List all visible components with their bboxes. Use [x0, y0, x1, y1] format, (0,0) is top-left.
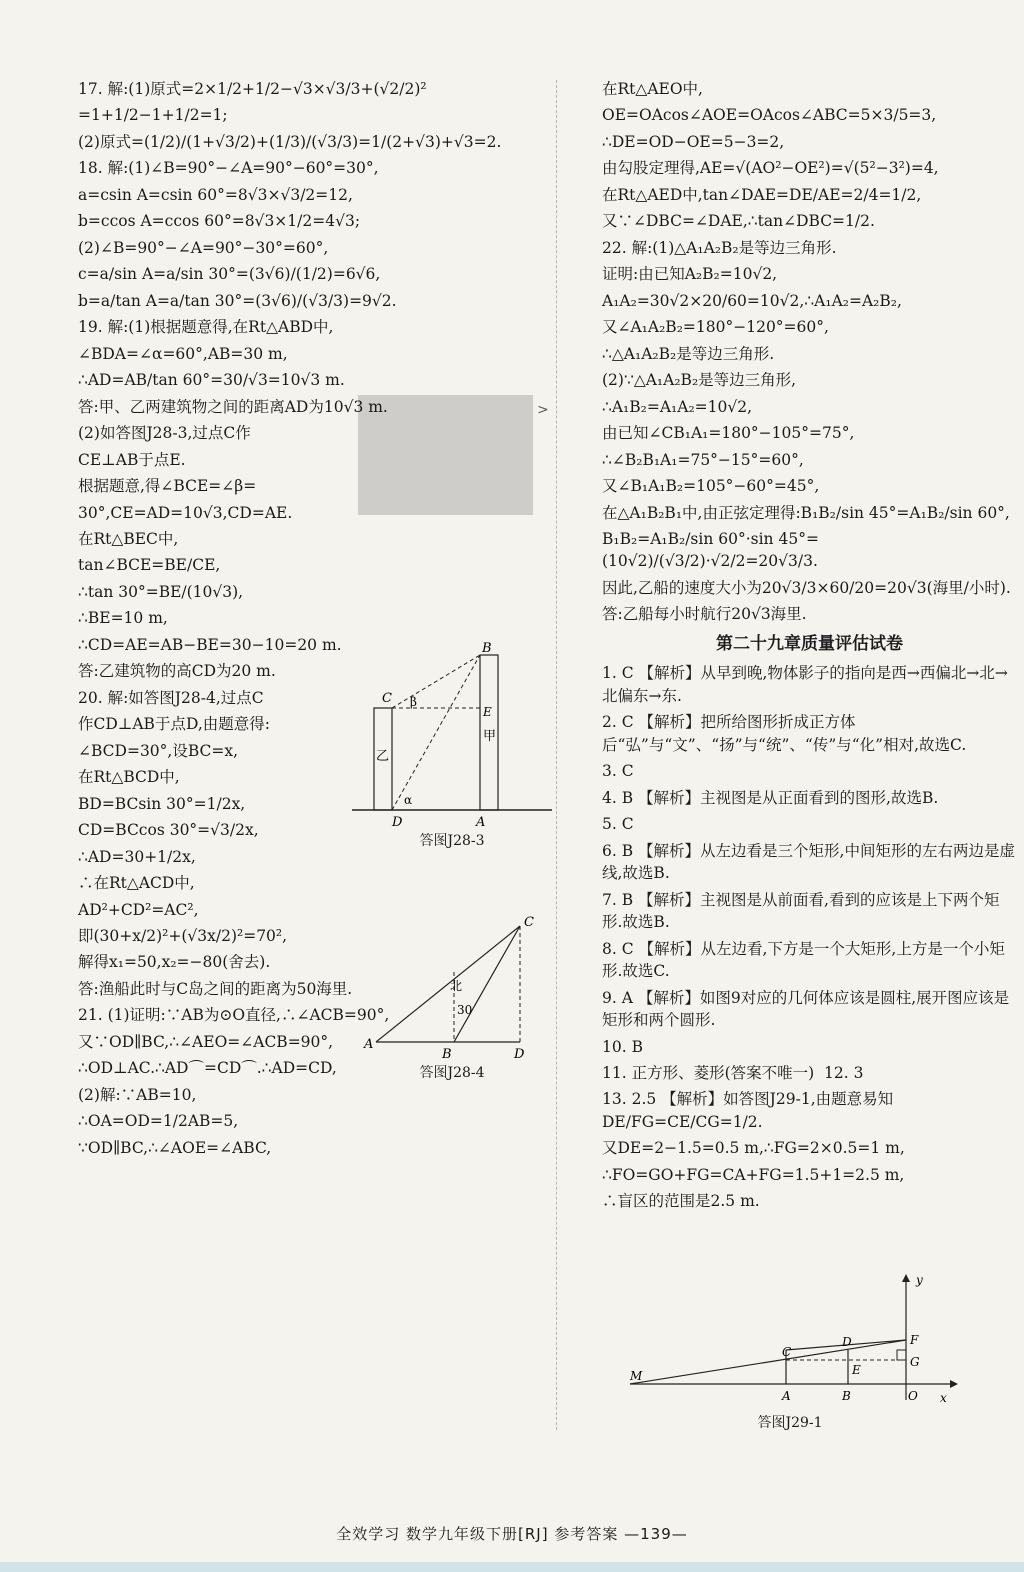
text-line: ∴盲区的范围是2.5 m. [602, 1192, 760, 1211]
figure-j29-1-diagram [620, 1272, 960, 1412]
label-C: C [524, 915, 534, 930]
label-D: D [842, 1335, 852, 1349]
text-line: ∴tan 30°=BE/(10√3), [78, 582, 244, 601]
text-line: ∴BE=10 m, [78, 609, 168, 628]
text-line: 8. C 【解析】从左边看,下方是一个大矩形,上方是一个小矩形.故选C. [602, 939, 1005, 981]
label-x: x [940, 1391, 947, 1405]
text-line: ∴A₁B₂=A₁A₂=10√2, [602, 397, 753, 416]
text-line: 又∠B₁A₁B₂=105°−60°=45°, [602, 477, 820, 496]
text-line: 7. B 【解析】主视图是从前面看,看到的应该是上下两个矩形.故选B. [602, 890, 1000, 932]
text-line: ∴CD=AE=AB−BE=30−10=20 m. [78, 635, 342, 654]
text-line: (2)原式=(1/2)/(1+√3/2)+(1/3)/(√3/3)=1/(2+√3)+√3=2. [78, 132, 502, 151]
label-E: E [852, 1363, 861, 1377]
text-line: ∴AD=AB/tan 60°=30/√3=10√3 m. [78, 371, 345, 390]
text-line: c=a/sin A=a/sin 30°=(3√6)/(1/2)=6√6, [78, 265, 381, 284]
text-line: CD=BCcos 30°=√3/2x, [78, 821, 259, 840]
text-line: ∴OD⊥AC.∴AD⌒=CD⌒.∴AD=CD, [78, 1059, 337, 1078]
label-M: M [630, 1369, 643, 1383]
chapter-title: 第二十九章质量评估试卷 [716, 633, 903, 654]
text-line: 18. 解:(1)∠B=90°−∠A=90°−60°=30°, [78, 159, 379, 178]
label-E: E [483, 705, 492, 719]
text-line: (2)∵△A₁A₂B₂是等边三角形, [602, 371, 797, 390]
text-line: 10. B [602, 1037, 643, 1056]
text-line: ∴△A₁A₂B₂是等边三角形. [602, 344, 775, 363]
text-line: 3. C [602, 762, 634, 781]
text-line: 5. C [602, 815, 634, 834]
text-line: 4. B 【解析】主视图是从正面看到的图形,故选B. [602, 788, 939, 807]
right-column [602, 78, 1017, 1217]
text-line: ∵OD∥BC,∴∠AOE=∠ABC, [78, 1138, 272, 1157]
text-line: A₁A₂=30√2×20/60=10√2,∴A₁A₂=A₂B₂, [602, 291, 902, 310]
text-line: 解得x₁=50,x₂=−80(舍去). [78, 953, 271, 972]
label-O: O [908, 1389, 918, 1403]
text-line: 答:乙建筑物的高CD为20 m. [78, 662, 276, 681]
right-column-top [602, 78, 1017, 626]
text-line: 根据题意,得∠BCE=∠β= [78, 477, 257, 496]
text-line: BD=BCsin 30°=1/2x, [78, 794, 246, 813]
text-line: 答:甲、乙两建筑物之间的距离AD为10√3 m. [78, 397, 388, 416]
text-line: 17. 解:(1)原式=2×1/2+1/2−√3×√3/3+(√2/2)² [78, 80, 427, 98]
figure-j28-4-caption: 答图J28-4 [419, 1065, 485, 1081]
bottom-edge-bar [0, 1562, 1024, 1572]
label-G: G [910, 1355, 920, 1369]
text-line: 在Rt△BCD中, [78, 768, 180, 787]
text-line: (2)∠B=90°−∠A=90°−30°=60°, [78, 238, 329, 257]
text-line: b=ccos A=ccos 60°=8√3×1/2=4√3; [78, 212, 361, 231]
text-line: 22. 解:(1)△A₁A₂B₂是等边三角形. [602, 238, 837, 257]
label-B: B [842, 1389, 851, 1403]
figure-j28-3-diagram [352, 640, 552, 830]
text-line: 又∵OD∥BC,∴∠AEO=∠ACB=90°, [78, 1032, 334, 1051]
text-line: ∠BCD=30°,设BC=x, [78, 741, 239, 760]
label-30: 30 [457, 1003, 473, 1017]
chevron-right-icon: > [537, 402, 549, 418]
text-line: 11. 正方形、菱形(答案不唯一) 12. 3 [602, 1063, 864, 1082]
text-line: ∴FO=GO+FG=CA+FG=1.5+1=2.5 m, [602, 1165, 905, 1184]
text-line: 答:渔船此时与C岛之间的距离为50海里. [78, 979, 353, 998]
text-line: ∴OA=OD=1/2AB=5, [78, 1112, 239, 1131]
page-footer: 全效学习 数学九年级下册[RJ] 参考答案 —139— [336, 1525, 688, 1543]
text-line: (2)如答图J28-3,过点C作 [78, 424, 251, 443]
text-line: 在Rt△AED中,tan∠DAE=DE/AE=2/4=1/2, [602, 185, 922, 204]
text-line: ∴DE=OD−OE=5−3=2, [602, 132, 785, 151]
right-column-bottom [602, 662, 1017, 1212]
text-line: 因此,乙船的速度大小为20√3/3×60/20=20√3(海里/小时). [602, 578, 1011, 597]
text-line: OE=OAcos∠AOE=OAcos∠ABC=5×3/5=3, [602, 106, 937, 125]
text-line: 2. C 【解析】把所给图形折成正方体后“弘”与“文”、“扬”与“统”、“传”与“化”相对,故选C. [602, 713, 967, 754]
text-line: 又∵∠DBC=∠DAE,∴tan∠DBC=1/2. [602, 212, 875, 231]
text-line: 作CD⊥AB于点D,由题意得: [78, 715, 270, 734]
text-line: 由已知∠CB₁A₁=180°−105°=75°, [602, 424, 855, 443]
label-A: A [782, 1389, 791, 1403]
text-line: AD²+CD²=AC², [78, 900, 199, 919]
figure-j29-1-caption: 答图J29-1 [757, 1415, 823, 1431]
text-line: 在△A₁B₂B₁中,由正弦定理得:B₁B₂/sin 45°=A₁B₂/sin 60°, [602, 503, 1010, 522]
text-line: B₁B₂=A₁B₂/sin 60°·sin 45°=(10√2)/(√3/2)·√2/2=20√3/3. [602, 529, 819, 571]
text-line: a=csin A=csin 60°=8√3×√3/2=12, [78, 185, 353, 204]
figure-j28-3-caption: 答图J28-3 [419, 833, 485, 849]
text-line: 19. 解:(1)根据题意得,在Rt△ABD中, [78, 318, 334, 337]
figure-j28-4-diagram [362, 912, 542, 1062]
text-line: CE⊥AB于点E. [78, 450, 186, 469]
text-line: ∴∠B₂B₁A₁=75°−15°=60°, [602, 450, 804, 469]
text-line: 答:乙船每小时航行20√3海里. [602, 605, 807, 624]
figure-j28-3 [352, 640, 552, 850]
text-line: 在Rt△BEC中, [78, 529, 179, 548]
label-A: A [476, 815, 486, 830]
text-line: 由勾股定理得,AE=√(AO²−OE²)=√(5²−3²)=4, [602, 159, 939, 178]
label-B: B [442, 1047, 452, 1062]
text-line: 6. B 【解析】从左边看是三个矩形,中间矩形的左右两边是虚线,故选B. [602, 841, 1015, 883]
column-divider [556, 80, 557, 1430]
label-F: F [910, 1333, 919, 1347]
text-line: 20. 解:如答图J28-4,过点C [78, 688, 264, 707]
text-line: 13. 2.5 【解析】如答图J29-1,由题意易知DE/FG=CE/CG=1/2. [602, 1090, 894, 1131]
text-line: 9. A 【解析】如图9对应的几何体应该是圆柱,展开图应该是矩形和两个圆形. [602, 988, 1010, 1030]
text-line: =1+1/2−1+1/2=1; [78, 106, 228, 125]
text-line: ∴在Rt△ACD中, [78, 874, 195, 893]
figure-j28-4 [362, 912, 542, 1082]
text-line: (2)解:∵AB=10, [78, 1085, 197, 1104]
text-line: 1. C 【解析】从早到晚,物体影子的指向是西→西偏北→北→北偏东→东. [602, 664, 1008, 705]
text-line: 又∠A₁A₂B₂=180°−120°=60°, [602, 318, 829, 337]
label-alpha: α [404, 793, 413, 807]
label-y: y [916, 1273, 923, 1287]
label-D: D [392, 815, 403, 830]
text-line: tan∠BCE=BE/CE, [78, 556, 221, 575]
text-line: 30°,CE=AD=10√3,CD=AE. [78, 503, 293, 522]
text-line: b=a/tan A=a/tan 30°=(3√6)/(√3/3)=9√2. [78, 291, 397, 310]
text-line: 又DE=2−1.5=0.5 m,∴FG=2×0.5=1 m, [602, 1139, 905, 1158]
label-B: B [482, 641, 492, 656]
figure-j29-1 [620, 1272, 960, 1432]
label-D: D [514, 1047, 525, 1062]
label-yi: 乙 [376, 749, 390, 764]
label-C: C [782, 1345, 792, 1359]
text-line: 21. (1)证明:∵AB为⊙O直径,∴∠ACB=90°, [78, 1006, 390, 1025]
text-line: 在Rt△AEO中, [602, 80, 703, 98]
label-north: 北 [450, 979, 463, 993]
text-line: ∴AD=30+1/2x, [78, 847, 196, 866]
label-jia: 甲 [483, 729, 497, 744]
label-C: C [382, 691, 392, 706]
text-line: ∠BDA=∠α=60°,AB=30 m, [78, 344, 288, 363]
text-line: 证明:由已知A₂B₂=10√2, [602, 265, 778, 284]
label-A: A [364, 1037, 374, 1052]
text-line: 即(30+x/2)²+(√3x/2)²=70², [78, 927, 288, 945]
label-beta: β [410, 695, 417, 709]
